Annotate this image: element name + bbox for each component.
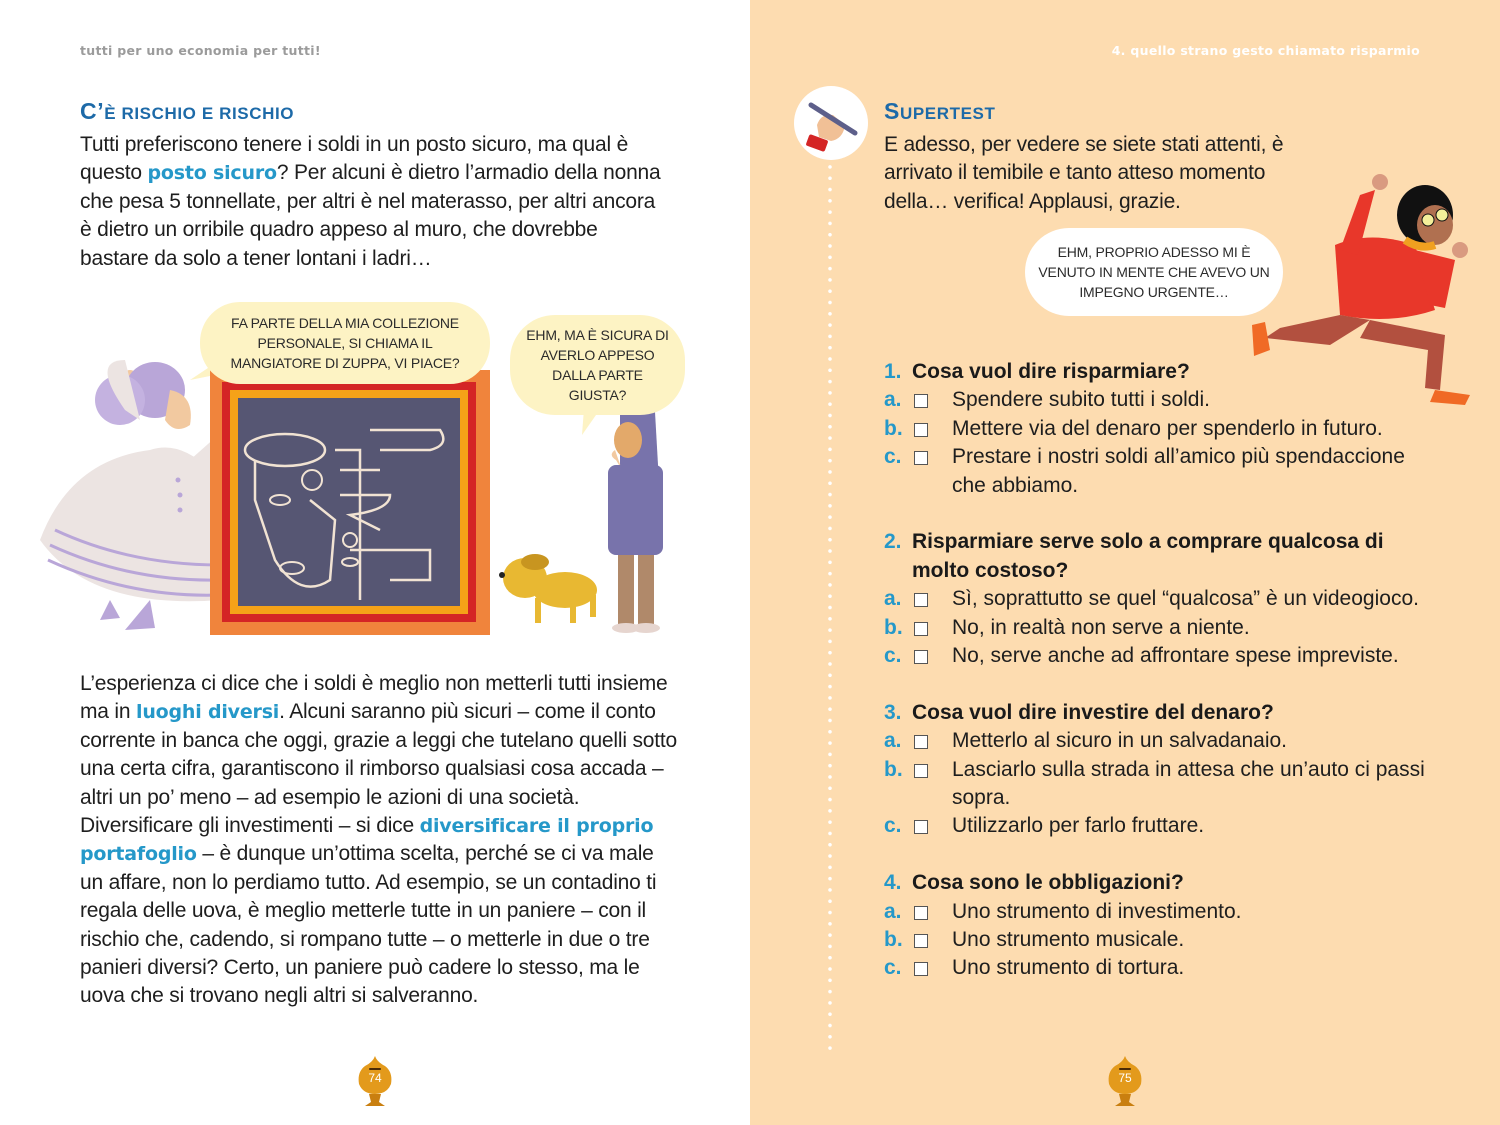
- option-text: Uno strumento di tortura.: [952, 956, 1185, 980]
- checkbox[interactable]: [914, 394, 928, 408]
- option-text: Uno strumento di investimento.: [952, 899, 1242, 923]
- option-text: Prestare i nostri soldi all’amico più spendaccione che abbiamo.: [952, 445, 1405, 497]
- option-text: Spendere subito tutti i soldi.: [952, 388, 1210, 412]
- option-1c[interactable]: [884, 443, 1444, 500]
- option-4c[interactable]: [884, 954, 1444, 982]
- question-number: 3.: [884, 700, 902, 724]
- question-text: Cosa vuol dire risparmiare?: [912, 360, 1190, 383]
- checkbox[interactable]: [914, 764, 928, 778]
- checkbox[interactable]: [914, 451, 928, 465]
- option-3a[interactable]: [884, 727, 1444, 755]
- running-head-left: tutti per uno economia per tutti!: [80, 43, 321, 58]
- option-letter: a.: [884, 388, 902, 412]
- option-letter: b.: [884, 416, 903, 440]
- option-letter: c.: [884, 644, 902, 668]
- body-text-2: . Alcuni saranno più sicuri – come il conto corrente in banca che oggi, grazie a leggi che tutelano quelli sotto una certa cifra, garantiscono il rimborso qualsiasi cosa accada – altri un po’ meno – ad esempio le azioni di una società. Diversificare gli investimenti – si dice: [80, 700, 677, 838]
- checkbox[interactable]: [914, 423, 928, 437]
- option-2c[interactable]: [884, 642, 1444, 670]
- option-text: Metterlo al sicuro in un salvadanaio.: [952, 729, 1288, 753]
- intro-text-2: ? Per alcuni è dietro l’armadio della nonna che pesa 5 tonnellate, per altri è nel materasso, per altri ancora è dietro un orribile quadro appeso al muro, che dovrebbe bastare da solo a tener lontani i ladri…: [80, 161, 661, 270]
- option-letter: c.: [884, 956, 902, 980]
- highlight-posto-sicuro: posto sicuro: [147, 162, 277, 185]
- option-letter: c.: [884, 445, 902, 469]
- question-4: [884, 869, 1444, 983]
- section-title-rest: È RISCHIO E RISCHIO: [104, 104, 295, 123]
- speech-bubble-boy: [510, 315, 685, 415]
- option-letter: a.: [884, 729, 902, 753]
- checkbox[interactable]: [914, 650, 928, 664]
- bubble-text-boy: EHM, MA È SICURA DI AVERLO APPESO DALLA PARTE GIUSTA?: [526, 327, 669, 403]
- speech-bubble-grandma: [200, 302, 490, 384]
- option-text: Utilizzarlo per farlo fruttare.: [952, 814, 1205, 838]
- section-title-cap: C’: [80, 98, 105, 124]
- checkbox[interactable]: [914, 820, 928, 834]
- option-letter: a.: [884, 899, 902, 923]
- checkbox[interactable]: [914, 962, 928, 976]
- option-letter: a.: [884, 587, 902, 611]
- running-head-right: 4. quello strano gesto chiamato risparmio: [1111, 43, 1420, 58]
- page-number-text-left: 74: [368, 1071, 382, 1085]
- option-text: Sì, soprattutto se quel “qualcosa” è un videogioco.: [952, 587, 1419, 611]
- supertest-intro: E adesso, per vedere se siete stati attenti, è arrivato il temibile e tanto atteso momento della… verifica! Applausi, grazie.: [884, 133, 1284, 213]
- question-3: [884, 699, 1444, 841]
- intro-text: Tutti preferiscono tenere i soldi in un posto sicuro, ma qual è questo: [80, 133, 629, 185]
- question-2: [884, 528, 1444, 670]
- question-number: 1.: [884, 360, 902, 383]
- supertest-rest: UPERTEST: [899, 104, 996, 123]
- option-letter: c.: [884, 814, 902, 838]
- checkbox[interactable]: [914, 934, 928, 948]
- dotted-divider: [828, 150, 832, 1050]
- page-number-text-right: 75: [1118, 1071, 1132, 1085]
- option-3b[interactable]: [884, 756, 1444, 813]
- intro-paragraph: [80, 131, 670, 273]
- option-text: Mettere via del denaro per spenderlo in futuro.: [952, 416, 1383, 440]
- body-paragraph: [80, 670, 680, 1011]
- option-text: Lasciarlo sulla strada in attesa che un’auto ci passi sopra.: [952, 757, 1425, 810]
- option-2a[interactable]: [884, 585, 1444, 613]
- option-1a[interactable]: [884, 386, 1444, 414]
- section-title-supertest: [884, 98, 995, 125]
- question-1: [884, 358, 1444, 500]
- checkbox[interactable]: [914, 906, 928, 920]
- body-text-1: L’esperienza ci dice che i soldi è meglio non metterli tutti insieme ma in: [80, 672, 668, 724]
- page-number-left: [355, 1052, 395, 1112]
- body-text-3: – è dunque un’ottima scelta, perché se ci va male un affare, non lo perdiamo tutto. Ad esempio, se un contadino ti regala delle uova, è meglio metterle tutte in un paniere – con il rischio che, cadendo, si rompano tutte – o metterle in due o tre panieri diversi? Certo, un paniere può cadere lo stesso, ma le uova che si trovano negli altri si salveranno.: [80, 842, 657, 1008]
- quiz: [884, 358, 1444, 1011]
- option-letter: b.: [884, 757, 903, 781]
- checkbox[interactable]: [914, 622, 928, 636]
- supertest-cap: S: [884, 98, 900, 124]
- option-text: Uno strumento musicale.: [952, 928, 1185, 952]
- question-number: 2.: [884, 530, 902, 554]
- question-text: Cosa sono le obbligazioni?: [912, 871, 1184, 895]
- option-text: No, in realtà non serve a niente.: [952, 615, 1250, 639]
- option-2b[interactable]: [884, 614, 1444, 642]
- highlight-luoghi-diversi: luoghi diversi: [136, 701, 280, 724]
- question-number: 4.: [884, 871, 902, 895]
- checkbox[interactable]: [914, 593, 928, 607]
- boy-hoodie: [608, 411, 663, 633]
- highlight-diversificare: diversificare il proprio portafoglio: [80, 815, 654, 866]
- speech-bubble-runner: [1025, 228, 1283, 316]
- bubble-text-runner: EHM, PROPRIO ADESSO MI È VENUTO IN MENTE CHE AVEVO UN IMPEGNO URGENTE…: [1038, 244, 1270, 300]
- option-1b[interactable]: [884, 415, 1444, 443]
- painting: [210, 370, 490, 635]
- option-text: No, serve anche ad affrontare spese impreviste.: [952, 644, 1399, 668]
- option-4a[interactable]: [884, 898, 1444, 926]
- option-4b[interactable]: [884, 926, 1444, 954]
- dog: [499, 554, 597, 623]
- option-letter: b.: [884, 928, 903, 952]
- question-text: Cosa vuol dire investire del denaro?: [912, 700, 1274, 724]
- option-letter: b.: [884, 615, 903, 639]
- section-title-rischio: [80, 98, 294, 125]
- bubble-text-grandma: FA PARTE DELLA MIA COLLEZIONE PERSONALE, SI CHIAMA IL MANGIATORE DI ZUPPA, VI PIACE?: [230, 315, 460, 371]
- question-text: Risparmiare serve solo a comprare qualcosa di molto costoso?: [912, 530, 1384, 582]
- checkbox[interactable]: [914, 735, 928, 749]
- option-3c[interactable]: [884, 812, 1444, 840]
- pen-hand-icon: [793, 85, 869, 161]
- page-number-right: [1105, 1052, 1145, 1112]
